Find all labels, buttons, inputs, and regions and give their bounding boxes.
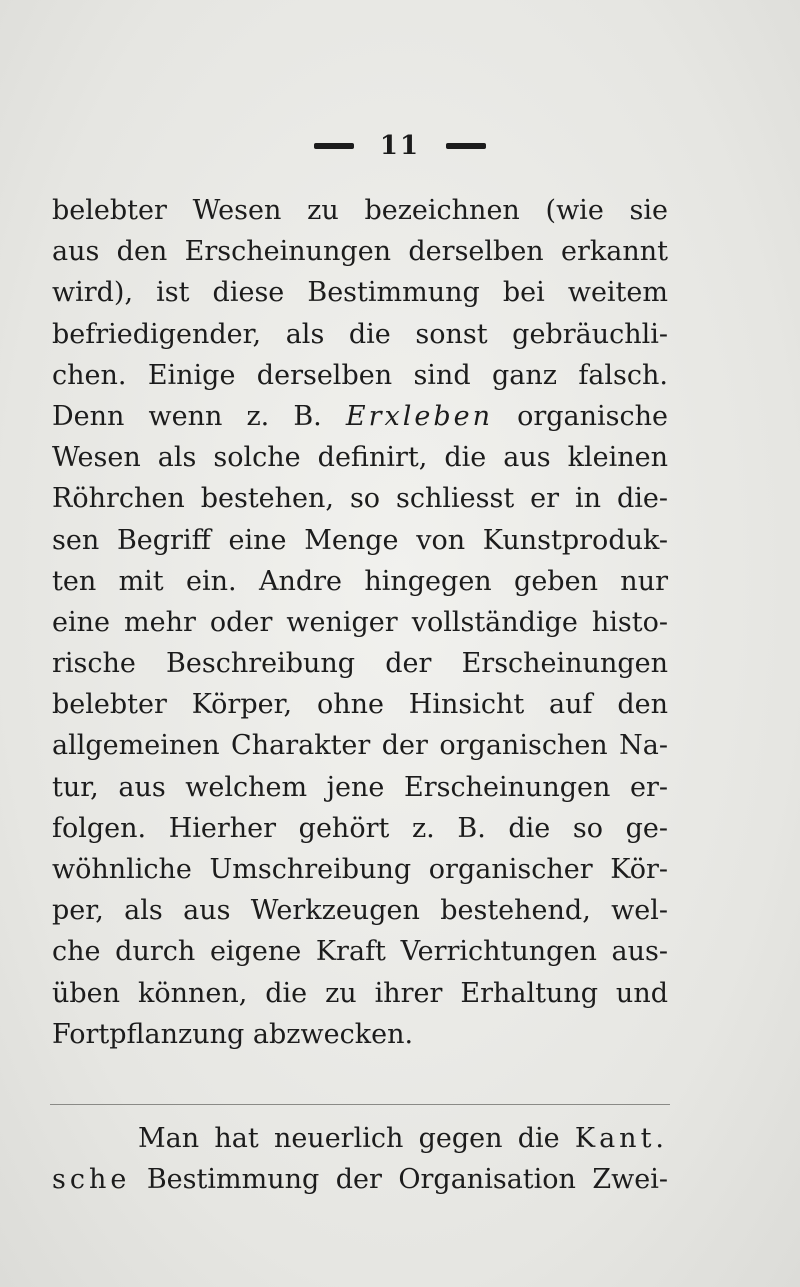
text-line: eine mehr oder weniger vollständige histo- — [52, 606, 668, 638]
text-line: per, als aus Werkzeugen bestehend, wel- — [52, 895, 668, 927]
next-paragraph — [52, 1118, 668, 1200]
main-paragraph — [52, 190, 668, 1055]
page-number: 11 — [379, 131, 421, 161]
text-fragment: Man hat neuerlich gegen die — [138, 1123, 560, 1154]
text-line: ten mit ein. Andre hingegen geben nur — [52, 565, 668, 597]
header-dash-left — [314, 143, 354, 149]
emphasized-name: Erxleben — [345, 400, 493, 432]
emphasized-name: sche — [52, 1164, 131, 1196]
text-line: chen. Einige derselben sind ganz falsch. — [52, 359, 668, 391]
page-header — [0, 126, 800, 166]
text-line: sen Begriff eine Menge von Kunstproduk- — [52, 524, 668, 556]
text-line: che durch eigene Kraft Verrichtungen aus- — [52, 936, 668, 968]
section-divider — [50, 1104, 670, 1105]
text-fragment: Bestimmung der Organisation Zwei- — [146, 1164, 668, 1196]
emphasized-name: Kant. — [574, 1123, 668, 1154]
text-line: belebter Körper, ohne Hinsicht auf den — [52, 689, 668, 721]
text-line: folgen. Hierher gehört z. B. die so ge- — [52, 812, 668, 844]
text-line: rische Beschreibung der Erscheinungen — [52, 648, 668, 680]
header-dash-right — [446, 143, 486, 149]
text-line: Wesen als solche definirt, die aus kleinen — [52, 442, 668, 474]
text-line: allgemeinen Charakter der organischen Na- — [52, 730, 668, 762]
text-line: belebter Wesen zu bezeichnen (wie sie — [52, 195, 668, 226]
text-line: wird), ist diese Bestimmung bei weitem — [52, 277, 668, 309]
text-line: tur, aus welchem jene Erscheinungen er- — [52, 771, 668, 803]
text-line: befriedigender, als die sonst gebräuchli- — [52, 318, 668, 350]
text-line: wöhnliche Umschreibung organischer Kör- — [52, 854, 668, 885]
text-line: Röhrchen bestehen, so schliesst er in die- — [52, 483, 668, 515]
text-line: üben können, die zu ihrer Erhaltung und — [52, 977, 668, 1009]
text-line: aus den Erscheinungen derselben erkannt — [52, 236, 668, 268]
text-fragment: Denn wenn z. B. — [52, 400, 322, 432]
text-fragment: organische — [517, 400, 668, 432]
text-line — [52, 1159, 668, 1200]
text-line — [52, 1118, 668, 1159]
text-line — [52, 396, 668, 437]
text-line: Fortpflanzung abzwecken. — [52, 1018, 414, 1050]
